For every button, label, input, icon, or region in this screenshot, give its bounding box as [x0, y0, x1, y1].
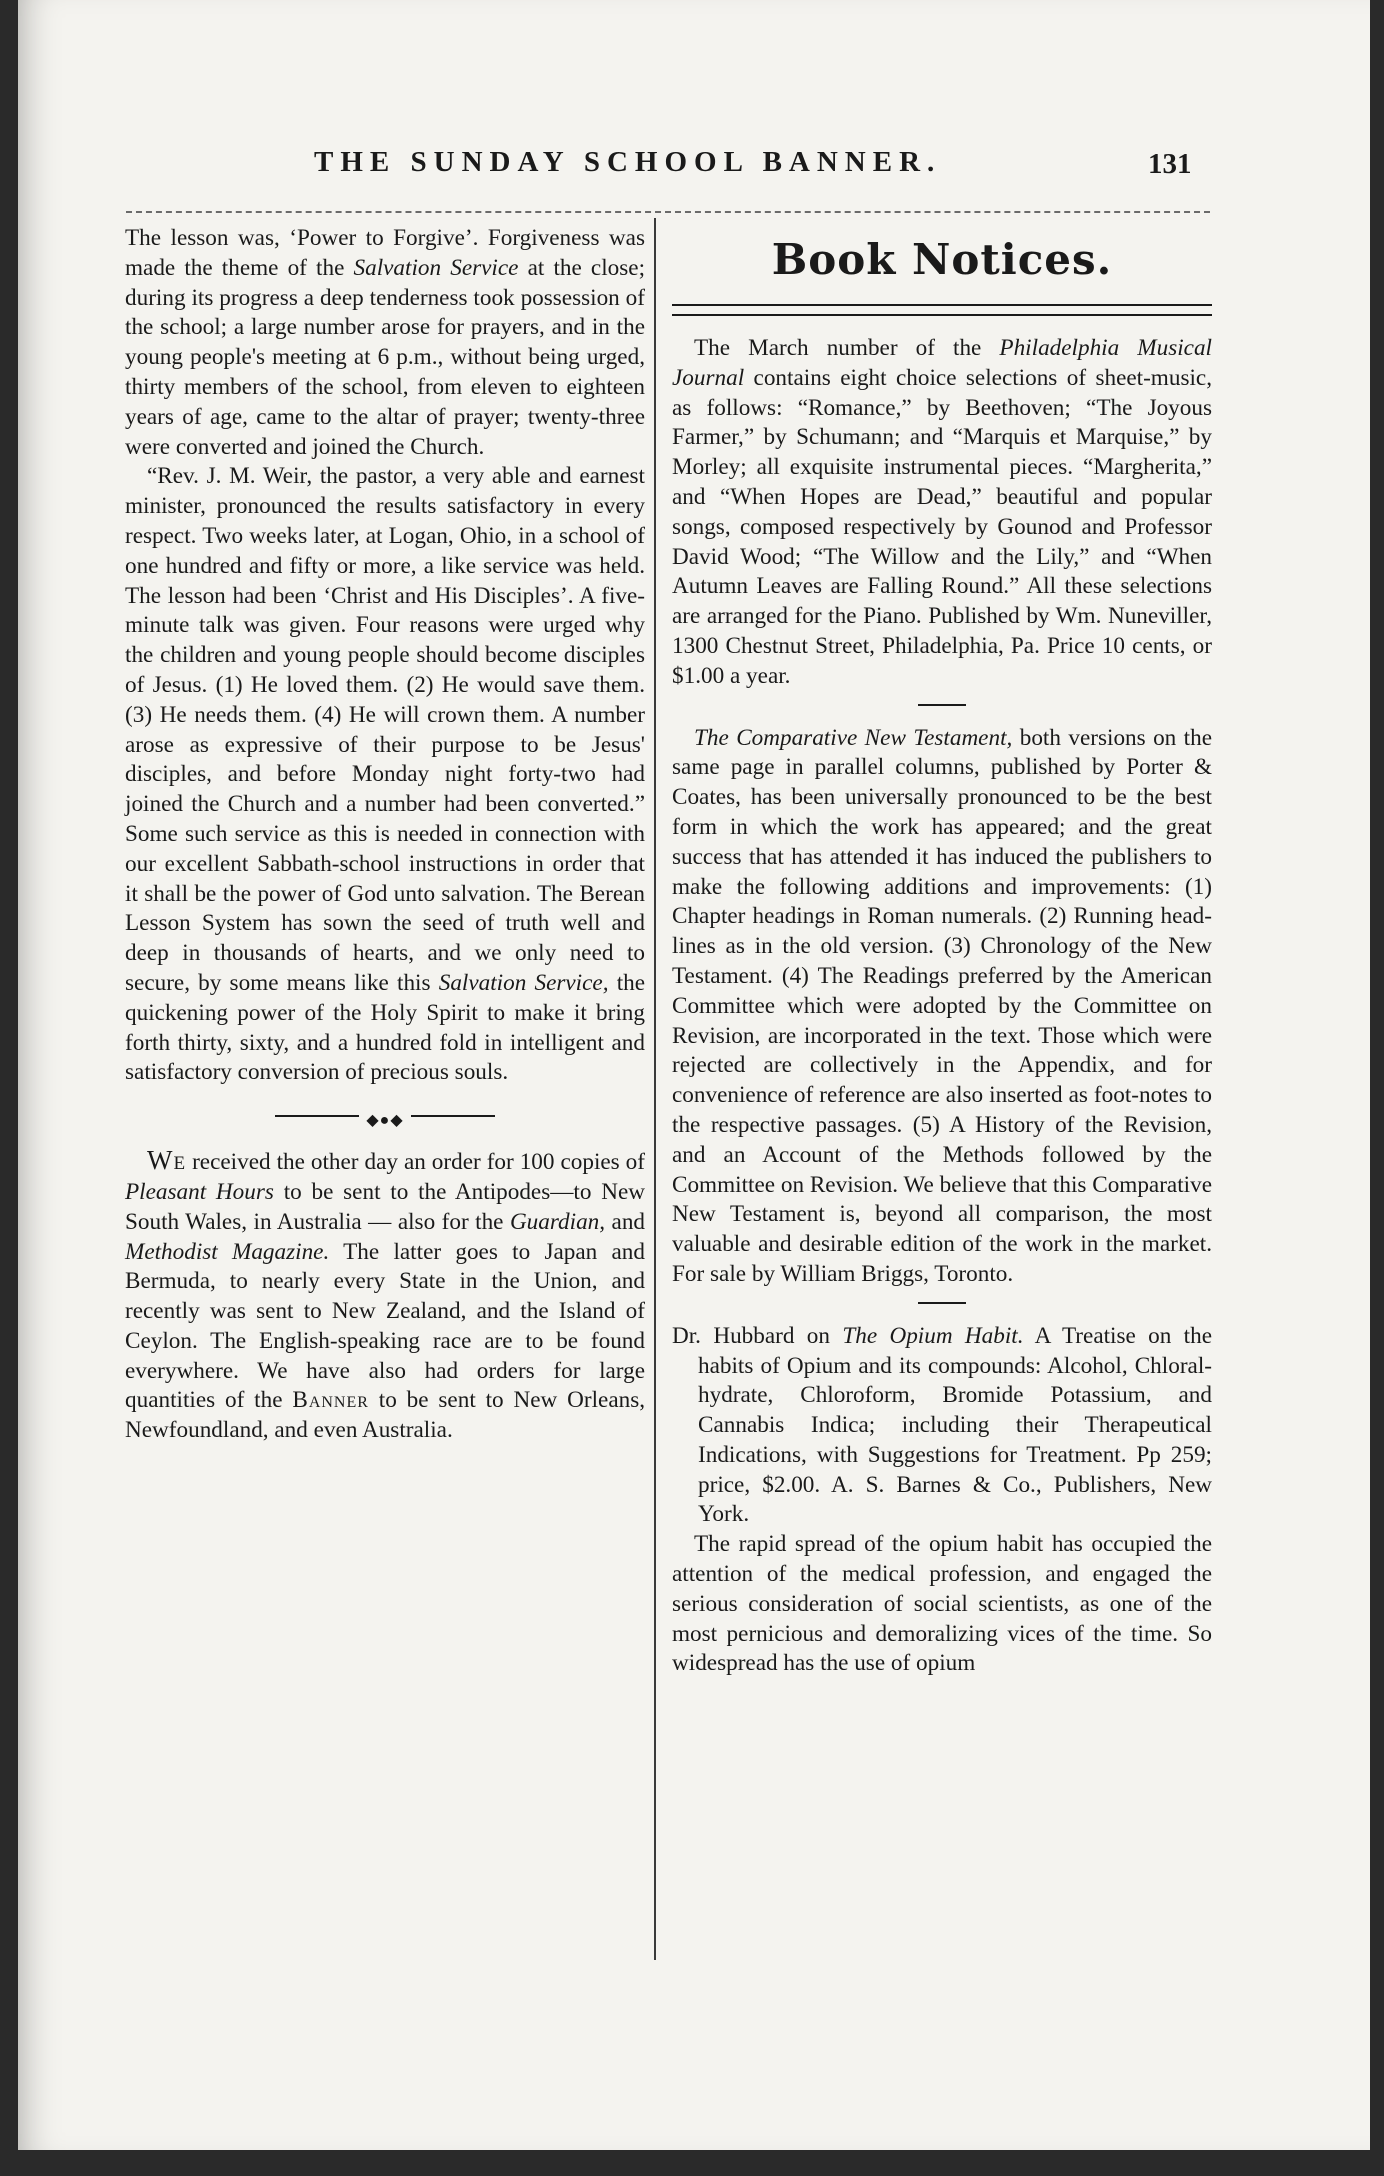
right-column	[672, 230, 1212, 1679]
paragraph-weir: “Rev. J. M. Weir, the pastor, a very able and earnest minister, pronounced the results satisfactory in every respect. Two weeks later, at Logan, Ohio, in a school of one hundred and fifty or more, a like service was held. The lesson had been ‘Christ and His Disciples’. A five-minute talk was given. Four reasons were urged why the children and young people should become disciples of Jesus. (1) He loved them. (2) He would save them. (3) He needs them. (4) He will crown them. A number arose as expressive of their purpose to be Jesus' disciples, and before Monday night forty-two had joined the Church and a number had been converted.” Some such service as this is needed in connection with our excellent Sabbath-school instructions in order that it shall be the power of God unto salvation. The Berean Lesson System has sown the seed of truth well and deep in thousands of hearts, and we only need to secure, by some means like this Salvation Service, the quickening power of the Holy Spirit to make it bring forth thirty, sixty, and a hundred fold in intelligent and satisfactory conversion of precious souls.	[125, 463, 646, 1086]
ornament-line-right	[411, 1115, 495, 1117]
notice-opium-habit: Dr. Hubbard on The Opium Habit. A Treatise on the habits of Opium and its compounds: Alcohol, Chloral-hydrate, Chloroform, Bromide Potassium, and Cannabis Indica; including their Therapeutical Indications, with Suggestions for Treatment. Pp 259; price, $2.00. A. S. Barnes & Co., Publishers, New York.	[672, 1322, 1212, 1528]
header-rule	[126, 211, 1210, 213]
page-number: 131	[1148, 148, 1192, 180]
paragraph-lesson: The lesson was, ‘Power to Forgive’. Forgiveness was made the theme of the Salvation Service at the close; during its progress a deep tenderness took possession of the school; a large number arose for prayers, and in the young people's meeting at 6 p.m., without being urged, thirty members of the school, from eleven to eighteen years of age, came to the altar of prayer; twenty-three were converted and joined the Church.	[125, 225, 646, 460]
ornament-diamond-icon: ◆●◆	[366, 1112, 404, 1130]
section-title: Book Notices.	[771, 235, 1113, 284]
column-divider	[654, 218, 656, 1960]
notice-separator	[918, 704, 966, 706]
section-ornament	[275, 1106, 495, 1130]
running-head: THE SUNDAY SCHOOL BANNER.	[314, 146, 942, 178]
notice-separator	[918, 1302, 966, 1304]
page	[18, 0, 1370, 2150]
paragraph-opium-review: The rapid spread of the opium habit has occupied the attention of the medical profession, and engaged the serious consideration of social scientists, as one of the most pernicious and demoralizing vices of the time. So widespread has the use of opium	[672, 1531, 1212, 1677]
title-double-rule	[672, 304, 1212, 316]
paragraph-orders: We received the other day an order for 100 copies of Pleasant Hours to be sent to the Antipodes—to New South Wales, in Australia — also for the Guardian, and Methodist Magazine. The latter goes to Japan and Bermuda, to nearly every State in the Union, and recently was sent to New Zealand, and the Island of Ceylon. The English-speaking race are to be found everywhere. We have also had orders for large quantities of the Banner to be sent to New Orleans, Newfoundland, and even Australia.	[125, 1145, 646, 1444]
left-column	[125, 224, 645, 1446]
page-header	[18, 146, 1370, 186]
notice-comparative-testament: The Comparative New Testament, both versions on the same page in parallel columns, published by Porter & Coates, has been universally pronounced to be the best form in which the work has appeared; and the great success that has attended it has induced the publishers to make the following additions and improvements: (1) Chapter headings in Roman numerals. (2) Running head-lines as in the old version. (3) Chronology of the New Testament. (4) The Readings preferred by the American Committee which were adopted by the Committee on Revision, are incorporated in the text. Those which were rejected are collectively in the Appendix, and for convenience of reference are also inserted as foot-notes to the respective passages. (5) A History of the Revision, and an Account of the Methods followed by the Committee on Revision. We believe that this Comparative New Testament is, beyond all comparison, the most valuable and desirable edition of the work in the market. For sale by William Briggs, Toronto.	[672, 724, 1212, 1287]
notice-musical-journal: The March number of the Philadelphia Musical Journal contains eight choice selections of sheet-music, as follows: “Romance,” by Beethoven; “The Joyous Farmer,” by Schumann; and “Marquis et Marquise,” by Morley; all exquisite instrumental pieces. “Margherita,” and “When Hopes are Dead,” beautiful and popular songs, composed respectively by Gounod and Professor David Wood; “The Willow and the Lily,” and “When Autumn Leaves are Falling Round.” All these selections are arranged for the Piano. Published by Wm. Nuneviller, 1300 Chestnut Street, Philadelphia, Pa. Price 10 cents, or $1.00 a year.	[672, 335, 1212, 689]
ornament-line-left	[275, 1115, 359, 1117]
